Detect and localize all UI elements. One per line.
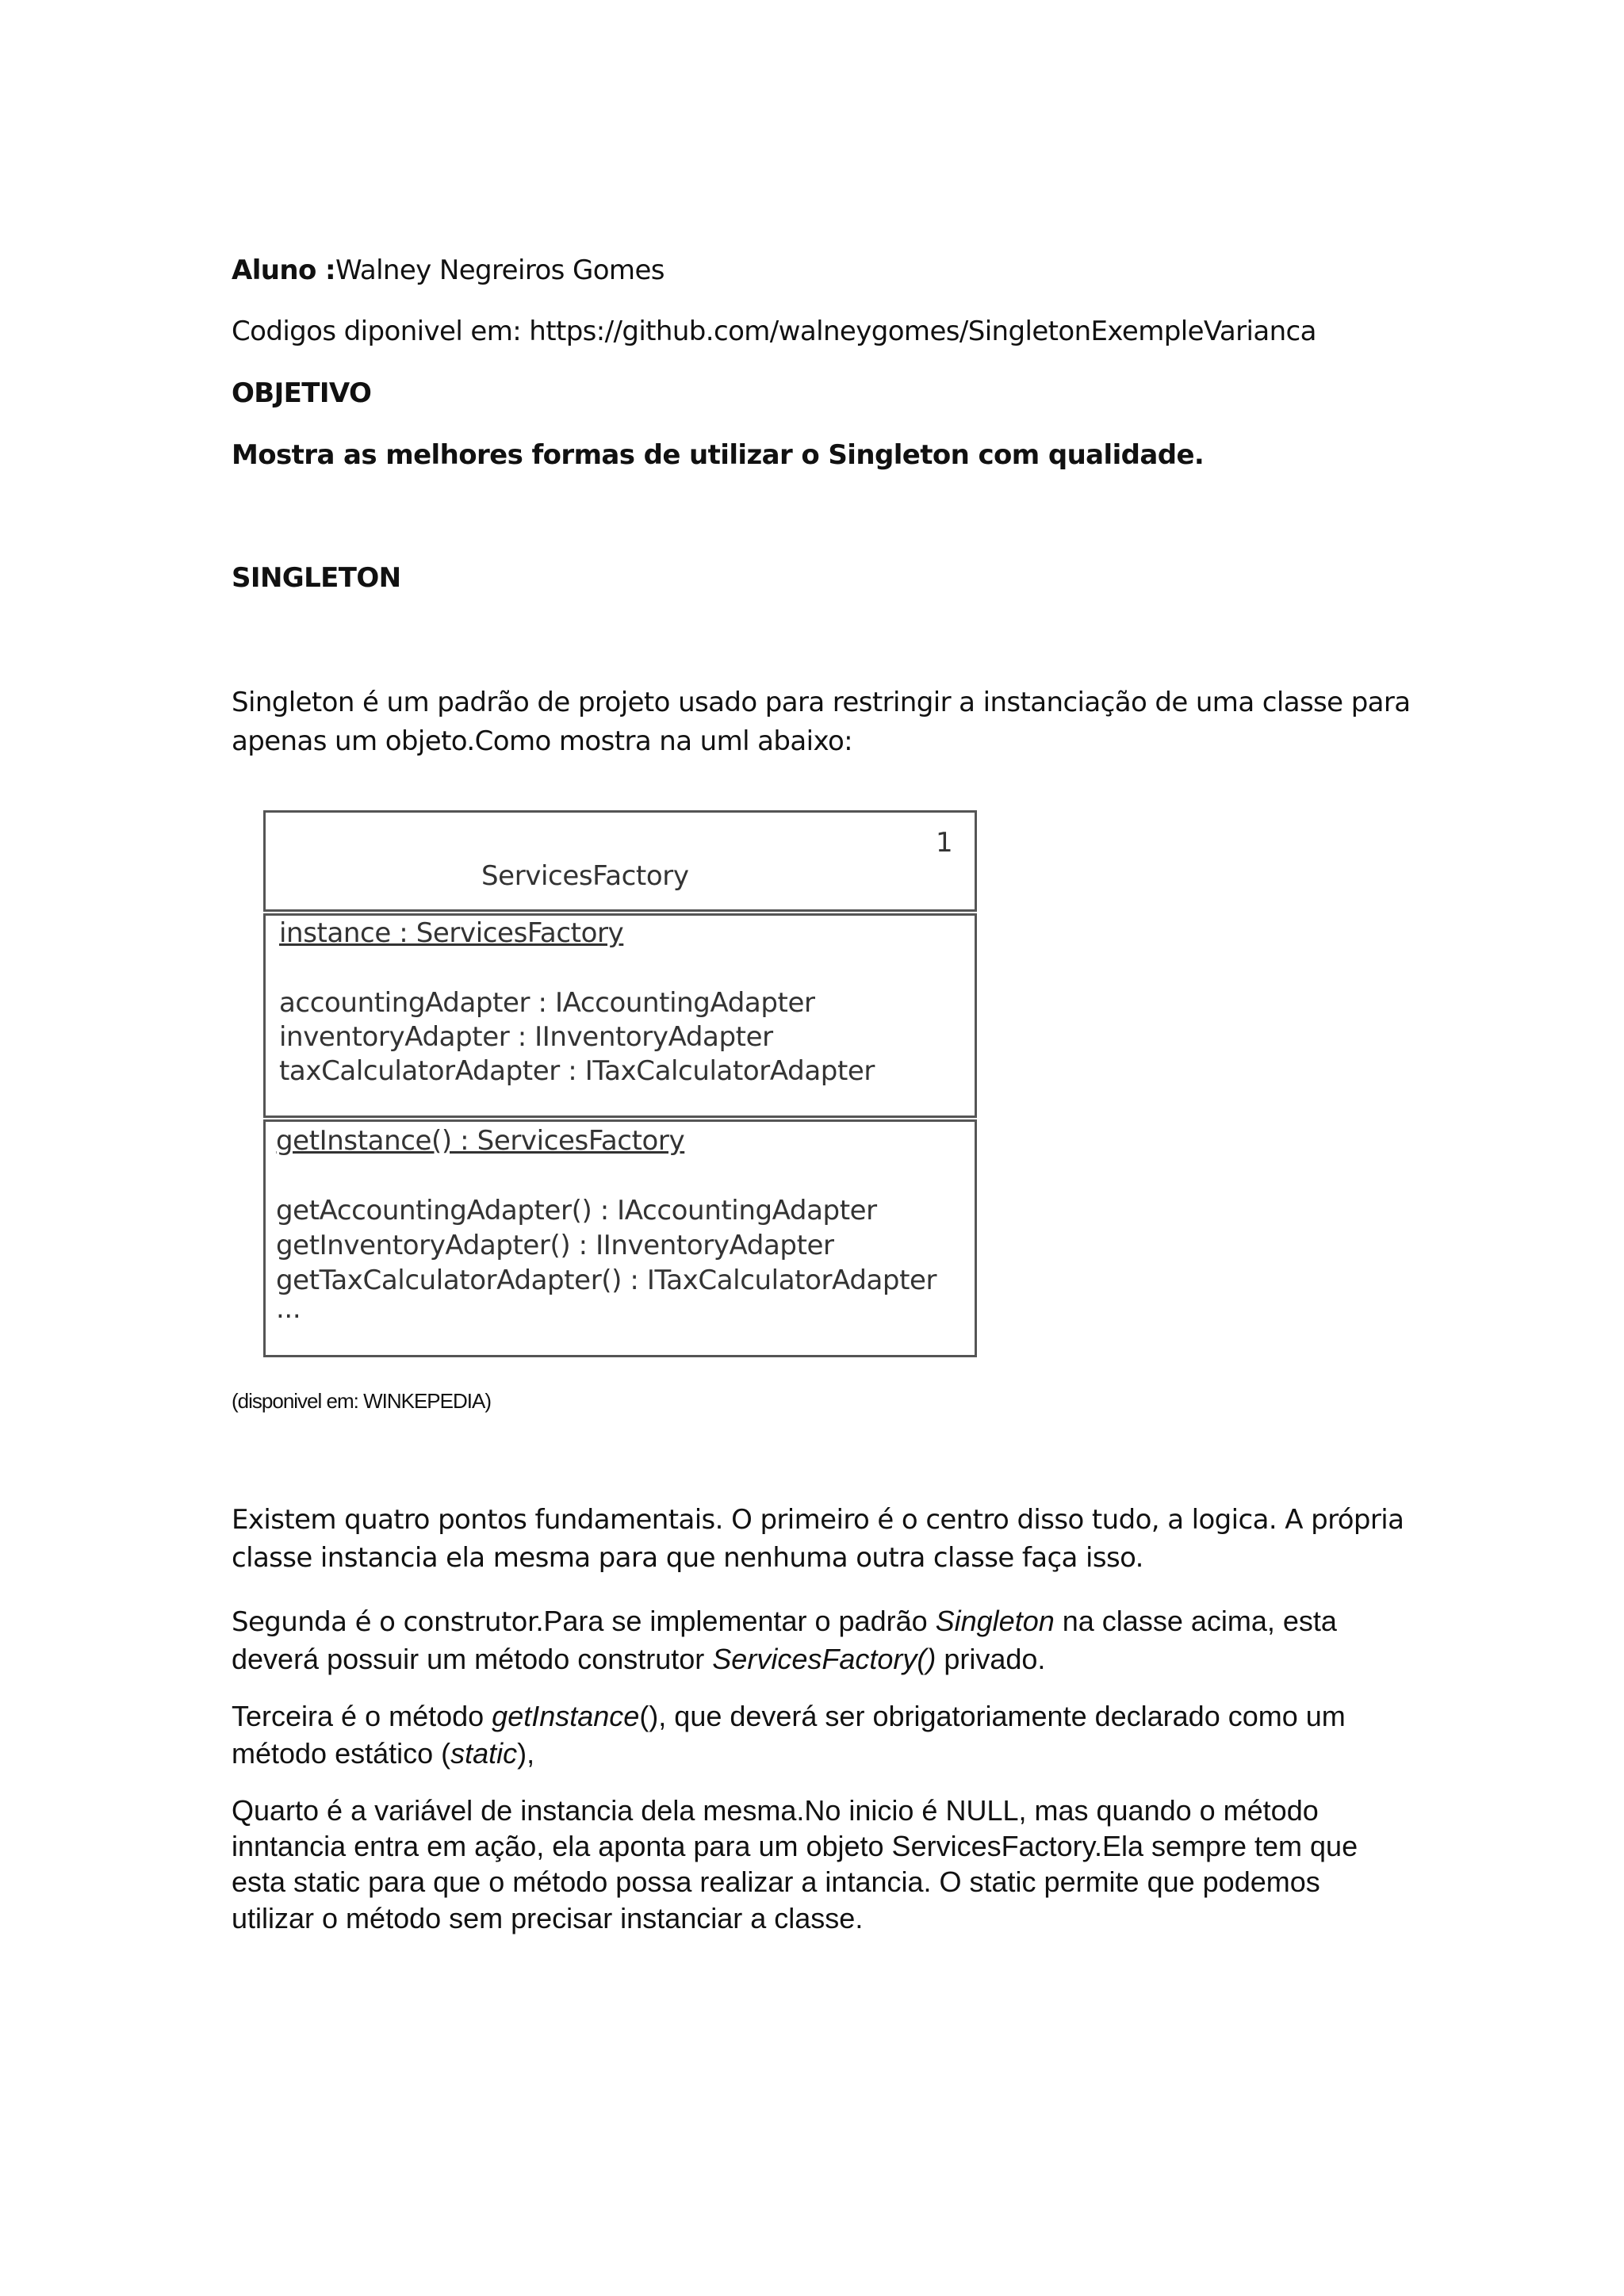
paragraph-3-term: getInstance bbox=[492, 1700, 640, 1732]
paragraph-3-text: método estático ( bbox=[232, 1737, 451, 1770]
objective-text: Mostra as melhores formas de utilizar o Singleton com qualidade. bbox=[232, 439, 1205, 471]
paragraph-2-text: deverá possuir um método construtor bbox=[232, 1643, 713, 1675]
uml-multiplicity: 1 bbox=[936, 827, 953, 859]
paragraph-1-line-2: classe instancia ela mesma para que nenhuma outra classe faça isso. bbox=[232, 1542, 1143, 1574]
paragraph-1-line-1: Existem quatro pontos fundamentais. O primeiro é o centro disso tudo, a logica. A própria bbox=[232, 1504, 1404, 1536]
singleton-intro-line-2: apenas um objeto.Como mostra na uml abaixo: bbox=[232, 725, 853, 757]
paragraph-2-text: privado. bbox=[936, 1643, 1046, 1675]
student-label: Aluno : bbox=[232, 254, 335, 286]
paragraph-4-line-3: esta static para que o método possa realizar a intancia. O static permite que podemos bbox=[232, 1866, 1320, 1898]
paragraph-4-line-1: Quarto é a variável de instancia dela mesma.No inicio é NULL, mas quando o método bbox=[232, 1794, 1319, 1827]
paragraph-3-line-1 bbox=[232, 1698, 1346, 1735]
uml-operation: getTaxCalculatorAdapter() : ITaxCalculatorAdapter bbox=[276, 1265, 937, 1296]
uml-operation: getInventoryAdapter() : IInventoryAdapter bbox=[276, 1230, 834, 1261]
paragraph-4-line-4: utilizar o método sem precisar instanciar a classe. bbox=[232, 1902, 864, 1934]
objective-heading: OBJETIVO bbox=[232, 377, 372, 409]
student-line bbox=[232, 252, 665, 289]
uml-class-header bbox=[263, 810, 977, 912]
paragraph-2-text: na classe acima, esta bbox=[1054, 1605, 1337, 1637]
paragraph-2-line-2 bbox=[232, 1641, 1045, 1678]
uml-attribute: inventoryAdapter : IInventoryAdapter bbox=[279, 1021, 773, 1053]
paragraph-3-text: ), bbox=[517, 1737, 535, 1770]
paragraph-2-lead: Segunda é o construtor. bbox=[232, 1606, 544, 1638]
paragraph-4-line-2: inntancia entra em ação, ela aponta para um objeto ServicesFactory.Ela sempre tem que bbox=[232, 1830, 1358, 1862]
uml-static-attribute: instance : ServicesFactory bbox=[279, 917, 624, 949]
paragraph-3-line-2 bbox=[232, 1735, 534, 1772]
paragraph-3-text: (), que deverá ser obrigatoriamente declarado como um bbox=[639, 1700, 1346, 1732]
uml-attribute: accountingAdapter : IAccountingAdapter bbox=[279, 987, 815, 1019]
student-name: Walney Negreiros Gomes bbox=[335, 254, 665, 286]
uml-attribute: taxCalculatorAdapter : ITaxCalculatorAdapter bbox=[279, 1055, 875, 1087]
uml-class-diagram bbox=[263, 810, 980, 1357]
diagram-caption: (disponivel em: WINKEPEDIA) bbox=[232, 1389, 491, 1413]
uml-operation-ellipsis: ... bbox=[276, 1293, 301, 1325]
paragraph-2-term: Singleton bbox=[935, 1605, 1055, 1637]
uml-static-operation: getInstance() : ServicesFactory bbox=[276, 1125, 685, 1157]
paragraph-3-text: Terceira é o método bbox=[232, 1700, 492, 1732]
uml-class-name: ServicesFactory bbox=[481, 860, 689, 892]
uml-operations-compartment bbox=[263, 1119, 977, 1357]
uml-operation: getAccountingAdapter() : IAccountingAdapter bbox=[276, 1195, 877, 1226]
paragraph-2-term: ServicesFactory() bbox=[712, 1643, 936, 1675]
paragraph-3-term: static bbox=[450, 1737, 518, 1770]
paragraph-2-text: Para se implementar o padrão bbox=[543, 1605, 936, 1637]
uml-attributes-compartment bbox=[263, 913, 977, 1118]
code-link-line: Codigos diponivel em: https://github.com/walneygomes/SingletonExempleVarianca bbox=[232, 316, 1316, 347]
singleton-intro-line-1: Singleton é um padrão de projeto usado para restringir a instanciação de uma classe para bbox=[232, 687, 1411, 718]
paragraph-2-line-1 bbox=[232, 1603, 1337, 1640]
singleton-heading: SINGLETON bbox=[232, 562, 401, 594]
